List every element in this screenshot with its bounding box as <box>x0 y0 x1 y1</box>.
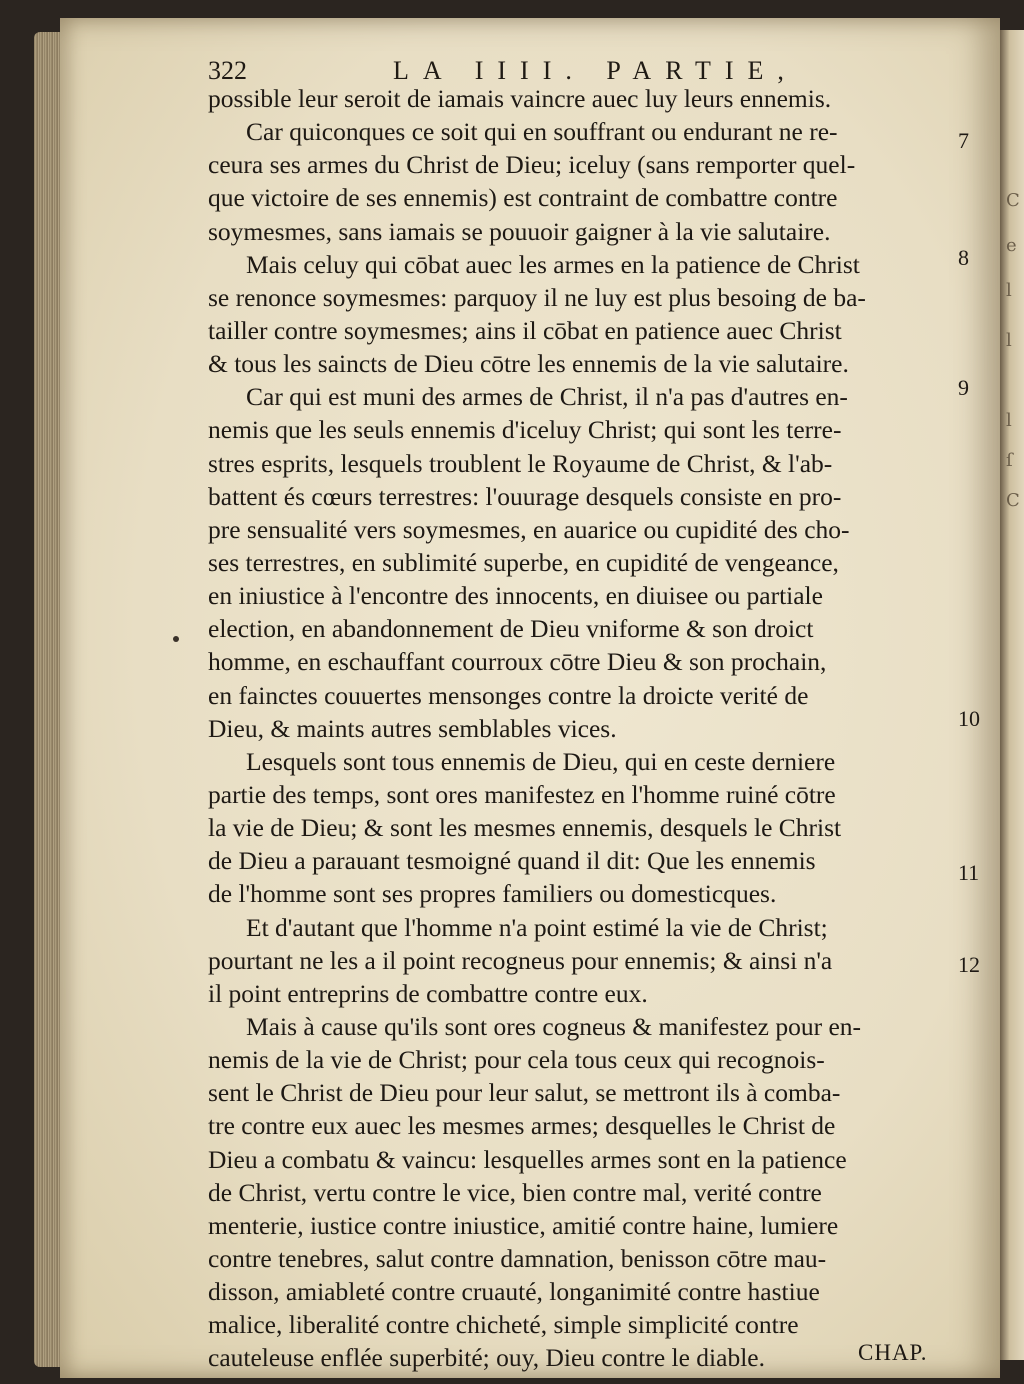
text-line: pre sensualité vers soymesmes, en auarice ou cupidité des cho- <box>208 514 850 544</box>
text-line: menterie, iustice contre iniustice, amitié contre haine, lumiere <box>208 1210 839 1240</box>
text-line: en iniustice à l'encontre des innocents, en diuisee ou partiale <box>208 581 823 611</box>
text-line: Car quiconques ce soit qui en souffrant ou endurant ne re- <box>246 117 838 147</box>
text-line: que victoire de ses ennemis) est contraint de combattre contre <box>208 183 838 213</box>
margin-number-9: 9 <box>958 375 969 400</box>
text-line: Mais à cause qu'ils sont ores cogneus & manifestez pour en- <box>246 1011 862 1041</box>
text-line: Car qui est muni des armes de Christ, il n'a pas d'autres en- <box>246 382 848 412</box>
text-line: nemis que les seuls ennemis d'iceluy Christ; qui sont les terre- <box>208 415 842 445</box>
margin-number-12: 12 <box>958 952 980 977</box>
text-line: Dieu a combatu & vaincu: lesquelles armes sont en la patience <box>208 1144 847 1174</box>
text-line: la vie de Dieu; & sont les mesmes ennemis, desquels le Christ <box>208 813 842 843</box>
text-line: pourtant ne les a il point recogneus pour ennemis; & ainsi n'a <box>208 945 833 975</box>
body-text <box>208 82 953 1374</box>
text-line: Dieu, & maints autres semblables vices. <box>208 713 617 743</box>
text-line: disson, amiableté contre cruauté, longanimité contre hastiue <box>208 1277 820 1307</box>
text-line: ses terrestres, en sublimité superbe, en cupidité de vengeance, <box>208 547 839 577</box>
text-line: de Christ, vertu contre le vice, bien contre mal, verité contre <box>208 1177 822 1207</box>
margin-number-11: 11 <box>958 860 980 885</box>
text-line: se renonce soymesmes: parquoy il ne luy est plus besoing de ba- <box>208 282 866 312</box>
catchword: CHAP. <box>858 1340 928 1365</box>
text-line: il point entreprins de combattre contre eux. <box>208 978 648 1008</box>
margin-number-7: 7 <box>958 128 969 153</box>
text-line: malice, liberalité contre chicheté, simple simplicité contre <box>208 1310 799 1340</box>
text-line: & tous les saincts de Dieu cōtre les ennemis de la vie salutaire. <box>208 349 849 379</box>
text-line: stres esprits, lesquels troublent le Royaume de Christ, & l'ab- <box>208 448 833 478</box>
text-line: cauteleuse enflée superbité; ouy, Dieu contre le diable. <box>208 1343 765 1373</box>
text-line: ceura ses armes du Christ de Dieu; iceluy (sans remporter quel- <box>208 150 856 180</box>
text-line: contre tenebres, salut contre damnation, benisson cōtre mau- <box>208 1243 827 1273</box>
facing-page-edge: C e l l l ſ C <box>1000 30 1024 1360</box>
text-line: sent le Christ de Dieu pour leur salut, se mettront ils à comba- <box>208 1078 841 1108</box>
text-line: tre contre eux auec les mesmes armes; desquelles le Christ de <box>208 1111 836 1141</box>
text-line: homme, en eschauffant courroux cōtre Dieu & son prochain, <box>208 647 827 677</box>
running-title: LA IIII. PARTIE, <box>393 56 798 85</box>
text-line: Mais celuy qui cōbat auec les armes en la patience de Christ <box>246 249 860 279</box>
text-line: nemis de la vie de Christ; pour cela tous ceux qui recognois- <box>208 1045 825 1075</box>
text-line: partie des temps, sont ores manifestez en l'homme ruiné cōtre <box>208 779 836 809</box>
text-line: tailler contre soymesmes; ains il cōbat en patience auec Christ <box>208 315 842 345</box>
margin-number-8: 8 <box>958 245 969 270</box>
text-line: battent és cœurs terrestres: l'ouurage desquels consiste en pro- <box>208 481 842 511</box>
text-line: en fainctes couuertes mensonges contre la droicte verité de <box>208 680 809 710</box>
text-line: de Dieu a parauant tesmoigné quand il dit: Que les ennemis <box>208 846 816 876</box>
ink-spot <box>173 636 179 642</box>
text-line: Et d'autant que l'homme n'a point estimé la vie de Christ; <box>246 912 828 942</box>
text-line: de l'homme sont ses propres familiers ou domesticques. <box>208 879 777 909</box>
text-line: soymesmes, sans iamais se pouuoir gaigner à la vie salutaire. <box>208 216 831 246</box>
text-line: Lesquels sont tous ennemis de Dieu, qui en ceste derniere <box>246 746 836 776</box>
margin-number-10: 10 <box>958 706 980 731</box>
text-line: possible leur seroit de iamais vaincre auec luy leurs ennemis. <box>208 84 832 113</box>
text-line: election, en abandonnement de Dieu vniforme & son droict <box>208 614 814 644</box>
page-number: 322 <box>208 56 247 85</box>
